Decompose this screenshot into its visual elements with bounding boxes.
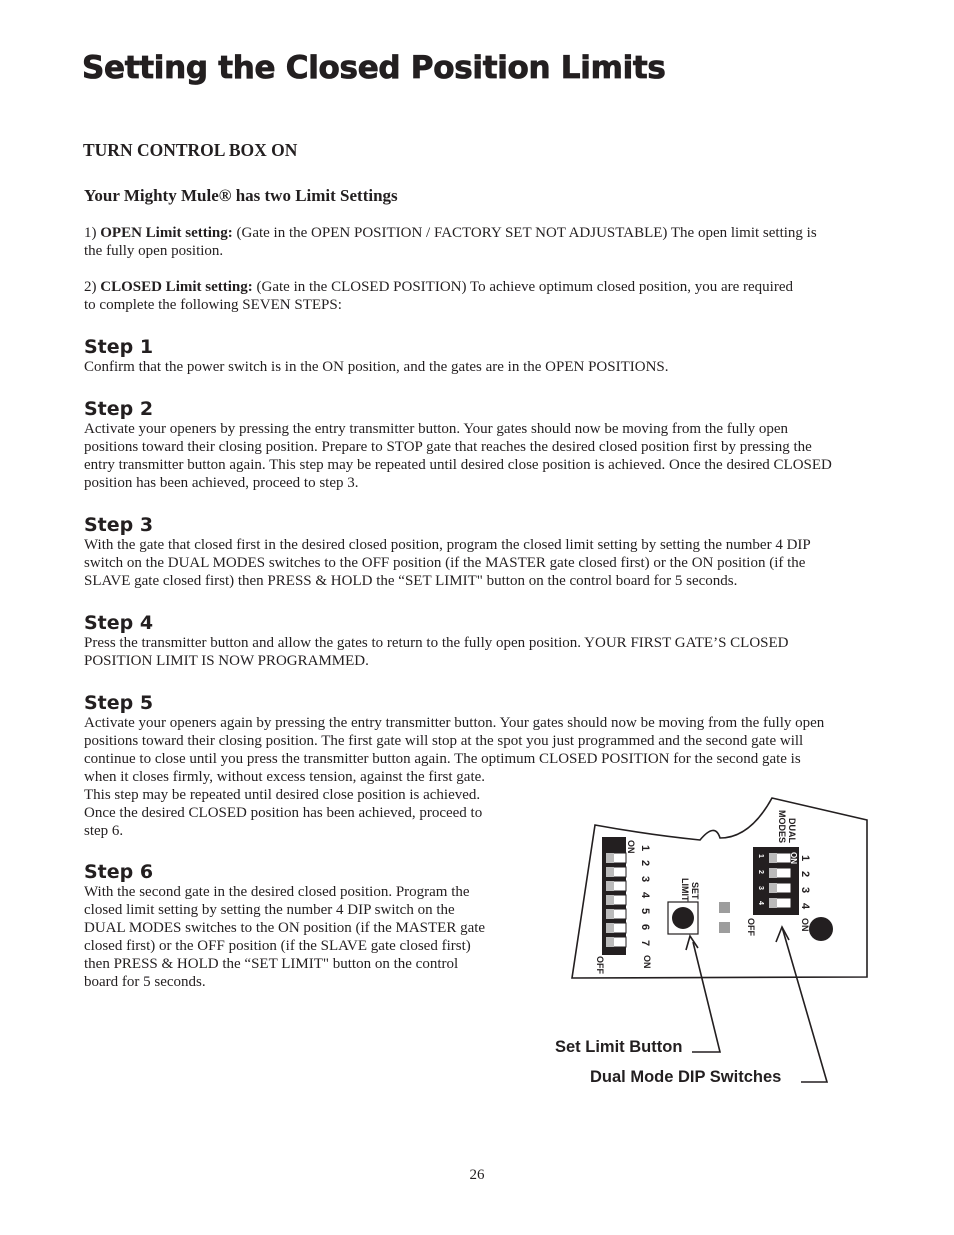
closed-limit-line1: (Gate in the CLOSED POSITION) To achieve optimum closed position, you are required [256,279,793,295]
callout-arrow-dual-mode [776,927,827,1082]
step-5-heading: Step 5 [84,692,154,714]
dip7-number: 1 [639,845,651,852]
open-limit-line1: (Gate in the OPEN POSITION / FACTORY SET NOT ADJUSTABLE) The open limit setting is [236,225,817,241]
step-6-text [84,883,504,991]
led-square [719,902,730,913]
dip4-number: 4 [799,903,811,910]
step-line: switch on the DUAL MODES switches to the OFF position (if the MASTER gate closed first) or the ON position (if the [84,555,806,571]
step-1-heading: Step 1 [84,336,154,358]
dip4-small-number: 2 [757,870,764,874]
dip7-switches [606,853,626,947]
dip7-on-label-right: ON [642,955,652,969]
step-6-heading: Step 6 [84,861,154,883]
step-2-heading: Step 2 [84,398,154,420]
step-line: when it closes firmly, without excess tension, against the first gate. [84,769,486,785]
dip4-on-label-right: ON [800,918,810,932]
closed-limit-number: 2) [84,279,97,295]
step-line: step 6. [84,823,124,839]
closed-limit-paragraph [84,278,793,314]
step-line: entry transmitter button again. This step may be repeated until desired close position is achieved. Once the desired CLOSED [84,457,832,473]
dip7-number: 7 [639,940,651,947]
callout-set-limit-button: Set Limit Button [555,1038,683,1056]
dual-modes-label: DUAL [787,818,797,843]
dip4-small-number: 1 [757,854,764,858]
dip4-number: 2 [799,871,811,878]
set-limit-label: SET [690,882,700,900]
dip4-off-label: OFF [746,918,756,936]
callout-dual-mode-dip-switches: Dual Mode DIP Switches [590,1068,782,1086]
limits-heading: Your Mighty Mule® has two Limit Settings [84,186,398,205]
dip7-number: 3 [639,876,651,883]
dual-modes-label: MODES [777,810,787,844]
step-4-heading: Step 4 [84,612,154,634]
step-3-heading: Step 3 [84,514,154,536]
set-limit-button[interactable] [668,902,698,934]
step-line: POSITION LIMIT IS NOW PROGRAMMED. [84,653,369,669]
page-title: Setting the Closed Position Limits [82,50,666,86]
open-limit-label: OPEN Limit setting: [100,225,233,241]
step-line: closed limit setting by setting the number 4 DIP switch on the [84,902,455,918]
step-line: This step may be repeated until desired close position is achieved. [84,787,481,803]
dip7-small-number: 6 [595,924,602,928]
set-limit-label: LIMIT [680,878,690,902]
step-line: Once the desired CLOSED position has been achieved, proceed to [84,805,483,821]
dip7-small-number: 7 [595,938,602,942]
dip7-number: 4 [639,892,651,899]
dip7-on-label: ON [626,840,636,854]
dip7-number: 5 [639,908,651,915]
step-line: SLAVE gate closed first) then PRESS & HOLD the “SET LIMIT" button on the control board for 5 seconds. [84,573,738,589]
turn-on-heading: TURN CONTROL BOX ON [83,140,298,160]
dip7-off-label: OFF [595,956,605,974]
step-line: DUAL MODES switches to the ON position (if the MASTER gate [84,920,486,936]
dip4-numbers [799,855,811,910]
open-limit-paragraph [84,224,817,260]
callout-arrow-set-limit [686,936,720,1052]
page-number: 26 [469,1167,485,1183]
closed-limit-line2: to complete the following SEVEN STEPS: [84,297,342,313]
step-1-text [84,358,874,376]
step-line: closed first) or the OFF position (if the SLAVE gate closed first) [84,938,471,954]
step-line: Press the transmitter button and allow the gates to return to the fully open position. YOUR FIRST GATE’S CLOSED [84,635,789,651]
step-line: continue to close until you press the transmitter button again. The optimum CLOSED POSITION for the second gate is [84,751,801,767]
open-limit-number: 1) [84,225,97,241]
step-2-text [84,420,874,492]
step-line: With the gate that closed first in the desired closed position, program the closed limit setting by setting the number 4 DIP [84,537,811,553]
step-line: Activate your openers again by pressing the entry transmitter button. Your gates should now be moving from the fully open [84,715,825,731]
dip7-number: 2 [639,860,651,867]
dip4-number: 3 [799,887,811,894]
step-line: board for 5 seconds. [84,974,206,990]
step-line: Confirm that the power switch is in the ON position, and the gates are in the OPEN POSITIONS. [84,359,669,375]
step-4-text [84,634,874,670]
closed-limit-label: CLOSED Limit setting: [100,279,253,295]
step-line: positions toward their closing position. The first gate will stop at the spot you just programmed and the second gate will [84,733,804,749]
dip7-number: 6 [639,924,651,931]
step-line: Activate your openers by pressing the entry transmitter button. Your gates should now be moving from the fully open [84,421,789,437]
dip4-on-label: ON [789,852,798,864]
open-limit-line2: the fully open position. [84,243,224,259]
step-line: With the second gate in the desired closed position. Program the [84,884,470,900]
dip4-number: 1 [799,855,811,862]
step-3-text [84,536,874,590]
led-square [719,922,730,933]
mounting-hole [809,917,833,941]
step-line: positions toward their closing position. Prepare to STOP gate that reaches the desired closed position first by pressing the [84,439,812,455]
step-line: then PRESS & HOLD the “SET LIMIT" button on the control [84,956,459,972]
dip4-small-number: 4 [757,901,764,905]
dip4-small-number: 3 [757,886,764,890]
step-line: position has been achieved, proceed to step 3. [84,475,359,491]
dip7-numbers [639,845,651,946]
